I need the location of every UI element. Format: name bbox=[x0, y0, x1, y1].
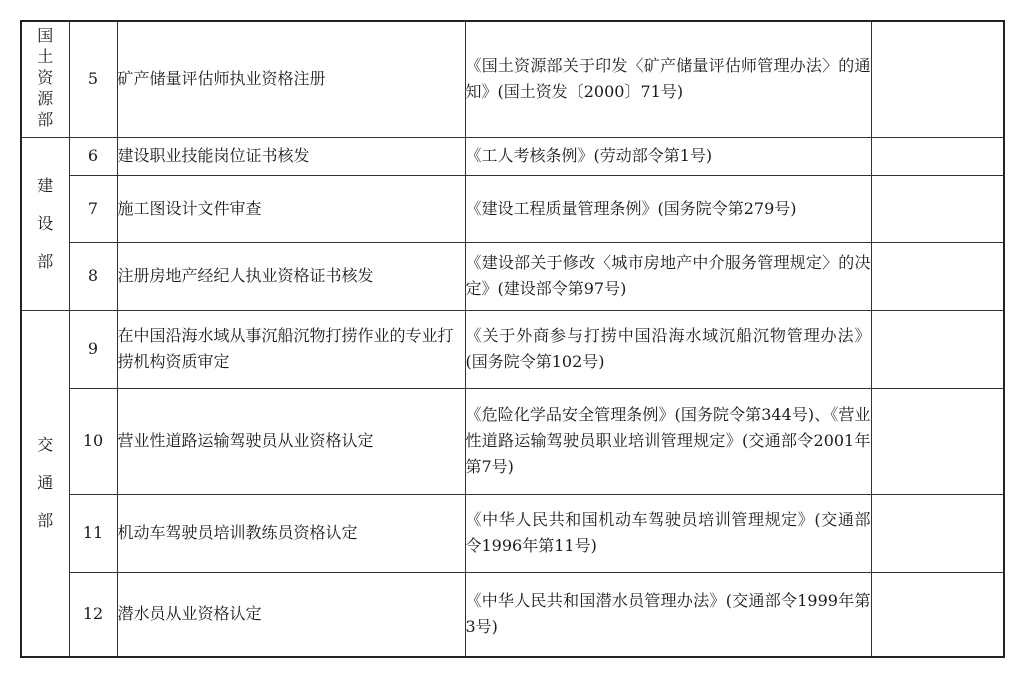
blank-cell bbox=[871, 21, 1004, 137]
item-name: 施工图设计文件审查 bbox=[117, 175, 465, 242]
item-number: 5 bbox=[69, 21, 117, 137]
item-number: 10 bbox=[69, 388, 117, 494]
legal-basis: 《建设工程质量管理条例》(国务院令第279号) bbox=[465, 175, 871, 242]
legal-basis: 《中华人民共和国机动车驾驶员培训管理规定》(交通部令1996年第11号) bbox=[465, 494, 871, 572]
table-row bbox=[21, 388, 1004, 494]
department-name: 交通部 bbox=[37, 435, 54, 531]
blank-cell bbox=[871, 175, 1004, 242]
department-name: 建设部 bbox=[37, 175, 54, 271]
blank-cell bbox=[871, 572, 1004, 657]
item-name: 在中国沿海水域从事沉船沉物打捞作业的专业打捞机构资质审定 bbox=[117, 310, 465, 388]
table-row bbox=[21, 242, 1004, 310]
approval-items-table bbox=[20, 20, 1005, 658]
department-cell bbox=[21, 137, 69, 310]
item-number: 7 bbox=[69, 175, 117, 242]
legal-basis: 《危险化学品安全管理条例》(国务院令第344号)、《营业性道路运输驾驶员职业培训管理规定》(交通部令2001年第7号) bbox=[465, 388, 871, 494]
department-cell bbox=[21, 310, 69, 657]
item-name: 注册房地产经纪人执业资格证书核发 bbox=[117, 242, 465, 310]
table-row bbox=[21, 310, 1004, 388]
legal-basis: 《中华人民共和国潜水员管理办法》(交通部令1999年第3号) bbox=[465, 572, 871, 657]
table-row bbox=[21, 21, 1004, 137]
item-number: 12 bbox=[69, 572, 117, 657]
item-number: 8 bbox=[69, 242, 117, 310]
legal-basis: 《国土资源部关于印发〈矿产储量评估师管理办法〉的通知》(国土资发〔2000〕71号) bbox=[465, 21, 871, 137]
item-name: 营业性道路运输驾驶员从业资格认定 bbox=[117, 388, 465, 494]
legal-basis: 《建设部关于修改〈城市房地产中介服务管理规定〉的决定》(建设部令第97号) bbox=[465, 242, 871, 310]
table-row bbox=[21, 137, 1004, 175]
legal-basis: 《工人考核条例》(劳动部令第1号) bbox=[465, 137, 871, 175]
table-row bbox=[21, 175, 1004, 242]
department-cell bbox=[21, 21, 69, 137]
item-number: 6 bbox=[69, 137, 117, 175]
item-name: 建设职业技能岗位证书核发 bbox=[117, 137, 465, 175]
item-name: 矿产储量评估师执业资格注册 bbox=[117, 21, 465, 137]
item-number: 11 bbox=[69, 494, 117, 572]
blank-cell bbox=[871, 137, 1004, 175]
blank-cell bbox=[871, 388, 1004, 494]
table-row bbox=[21, 572, 1004, 657]
department-name: 国土资源部 bbox=[37, 26, 54, 130]
item-name: 机动车驾驶员培训教练员资格认定 bbox=[117, 494, 465, 572]
blank-cell bbox=[871, 494, 1004, 572]
blank-cell bbox=[871, 310, 1004, 388]
legal-basis: 《关于外商参与打捞中国沿海水域沉船沉物管理办法》(国务院令第102号) bbox=[465, 310, 871, 388]
table-row bbox=[21, 494, 1004, 572]
item-name: 潜水员从业资格认定 bbox=[117, 572, 465, 657]
blank-cell bbox=[871, 242, 1004, 310]
item-number: 9 bbox=[69, 310, 117, 388]
